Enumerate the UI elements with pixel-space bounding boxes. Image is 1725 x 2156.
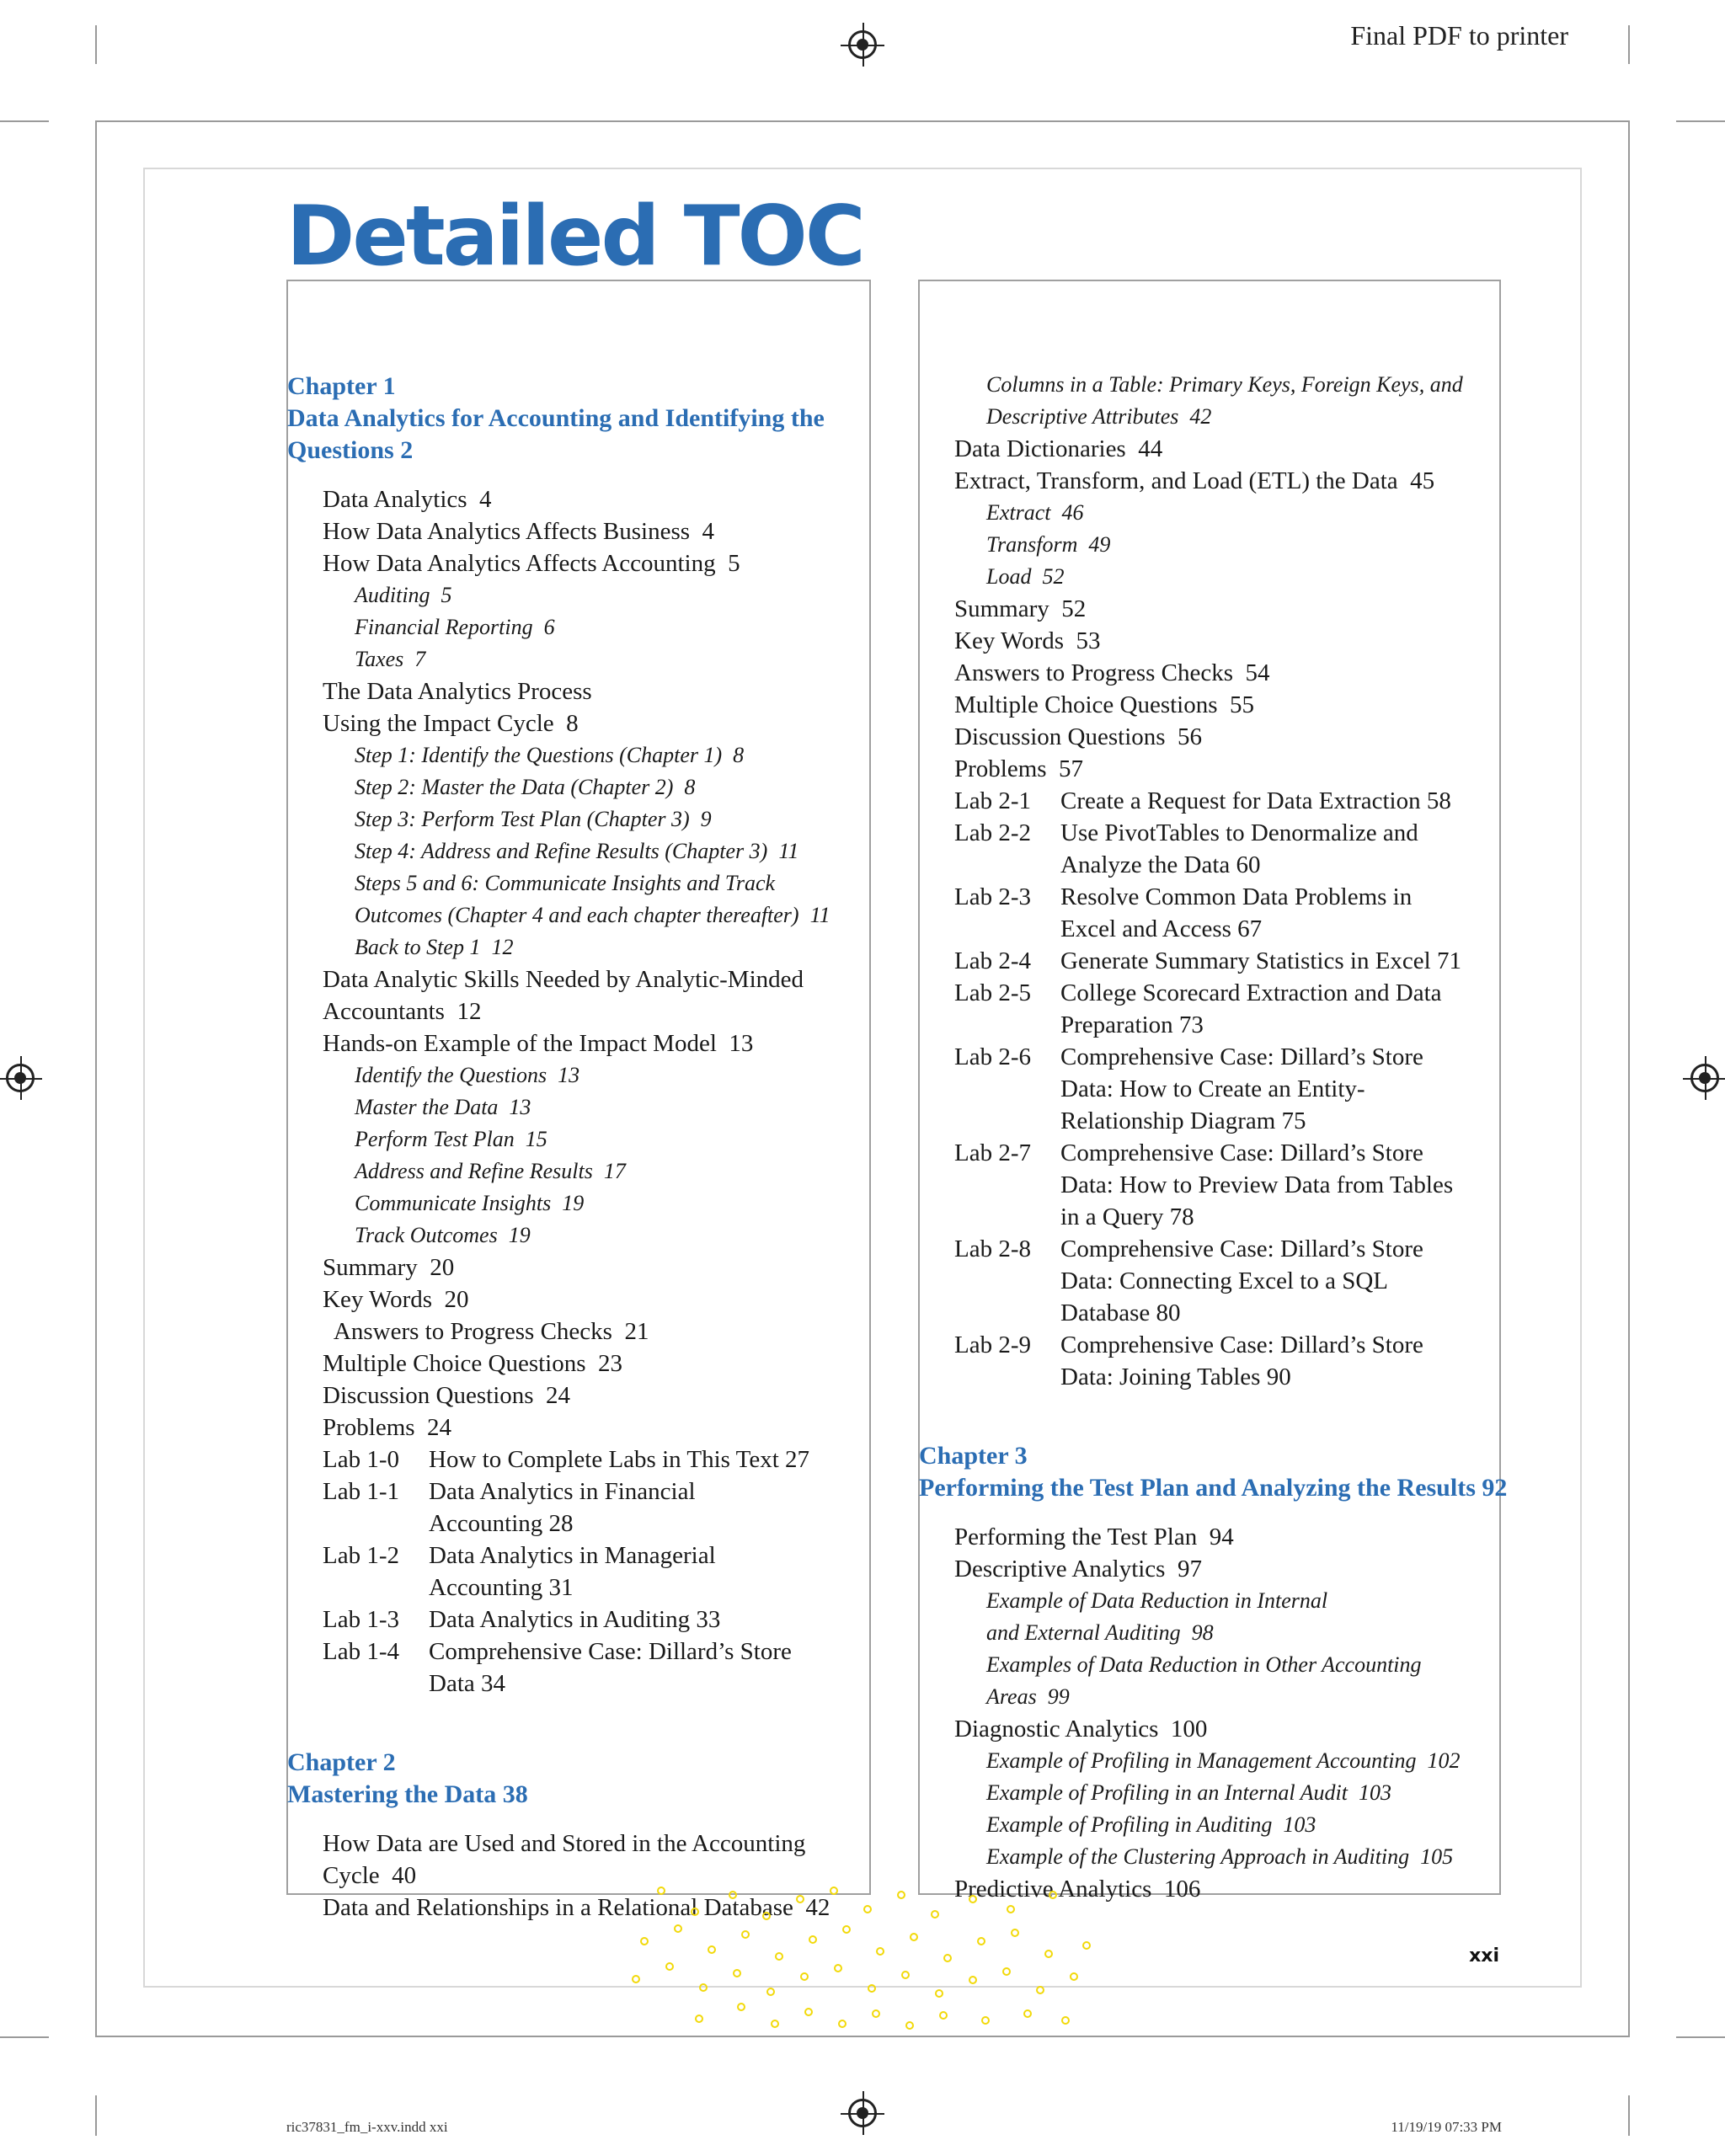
crop-mark <box>1676 120 1725 122</box>
toc-subentry: and External Auditing 98 <box>986 1620 1214 1645</box>
toc-subentry: Example of the Clustering Approach in Auditing 105 <box>986 1844 1454 1869</box>
toc-entry: Discussion Questions 24 <box>323 1382 571 1409</box>
toc-lab-entry <box>919 1329 1500 1361</box>
toc-entry: Hands-on Example of the Impact Model 13 <box>323 1030 754 1057</box>
decorative-dot <box>943 1954 952 1962</box>
lab-title: Comprehensive Case: Dillard’s Store <box>1060 1139 1423 1166</box>
toc-lab-entry <box>287 1604 868 1636</box>
decorative-dot <box>935 1989 943 1998</box>
decorative-dot <box>969 1895 977 1903</box>
toc-lab-continuation: Data: How to Preview Data from Tables <box>1060 1171 1454 1198</box>
spacer <box>919 1504 1500 1521</box>
lab-title: Data Analytics in Managerial <box>429 1542 716 1569</box>
lab-number: Lab 2-1 <box>954 787 1031 814</box>
toc-lab-entry <box>919 945 1500 977</box>
decorative-dot <box>809 1935 817 1944</box>
toc-subentry: Example of Profiling in Management Accounting 102 <box>986 1748 1461 1773</box>
toc-lab-continuation: Analyze the Data 60 <box>1060 851 1261 878</box>
decorative-dot <box>838 2020 846 2028</box>
crop-mark <box>1628 25 1630 64</box>
toc-entry: Extract, Transform, and Load (ETL) the Data 45 <box>954 467 1435 494</box>
lab-number: Lab 2-6 <box>954 1043 1031 1070</box>
decorative-dot <box>800 1972 809 1981</box>
lab-title: How to Complete Labs in This Text 27 <box>429 1446 810 1473</box>
decorative-dot <box>762 1912 771 1920</box>
toc-subentry: Columns in a Table: Primary Keys, Foreign Keys, and <box>986 372 1463 397</box>
spacer <box>287 1811 868 1828</box>
decorative-dot <box>931 1910 939 1919</box>
toc-lab-entry <box>919 881 1500 913</box>
toc-lab-entry <box>919 817 1500 849</box>
decorative-dot <box>1082 1941 1091 1950</box>
decorative-dot <box>1061 2016 1070 2025</box>
decorative-dot <box>969 1976 977 1984</box>
decorative-dot <box>872 2009 880 2018</box>
spacer <box>287 1700 868 1747</box>
toc-lab-entry <box>287 1636 868 1668</box>
toc-subentry: Extract 46 <box>986 500 1084 525</box>
chapter-heading: Performing the Test Plan and Analyzing the Results 92 <box>919 1474 1508 1502</box>
decorative-dot <box>1002 1967 1011 1976</box>
lab-title: Use PivotTables to Denormalize and <box>1060 819 1418 846</box>
lab-number: Lab 2-9 <box>954 1331 1031 1358</box>
crop-mark <box>1676 2036 1725 2038</box>
lab-number: Lab 2-5 <box>954 979 1031 1006</box>
decorative-dot <box>1023 2009 1032 2018</box>
toc-lab-entry <box>287 1540 868 1572</box>
toc-lab-continuation: Accounting 28 <box>429 1510 574 1537</box>
decorative-dot <box>632 1975 640 1983</box>
decorative-dot <box>1044 1950 1053 1958</box>
toc-lab-continuation: in a Query 78 <box>1060 1203 1194 1230</box>
decorative-dot <box>868 1984 876 1993</box>
toc-entry: Data Dictionaries 44 <box>954 435 1163 462</box>
toc-lab-entry <box>287 1444 868 1476</box>
spacer <box>287 467 868 483</box>
registration-mark-icon <box>848 2099 877 2127</box>
toc-lab-entry <box>919 1137 1500 1169</box>
chapter-heading: Questions 2 <box>287 436 414 464</box>
toc-entry: Problems 24 <box>323 1414 452 1441</box>
toc-subentry: Example of Profiling in an Internal Audit 103 <box>986 1780 1391 1805</box>
lab-title: Comprehensive Case: Dillard’s Store <box>429 1638 792 1665</box>
toc-entry: Summary 20 <box>323 1254 455 1281</box>
decorative-dot <box>977 1937 985 1945</box>
lab-title: Data Analytics in Financial <box>429 1478 696 1505</box>
crop-mark <box>95 25 97 64</box>
toc-subentry: Address and Refine Results 17 <box>355 1159 626 1183</box>
lab-title: Generate Summary Statistics in Excel 71 <box>1060 947 1461 974</box>
toc-entry: Predictive Analytics 106 <box>954 1876 1201 1903</box>
toc-entry: Multiple Choice Questions 23 <box>323 1350 623 1377</box>
decorative-dot <box>665 1962 674 1971</box>
lab-number: Lab 2-4 <box>954 947 1031 974</box>
toc-entry: Summary 52 <box>954 595 1087 622</box>
decorative-dot <box>939 2011 948 2020</box>
crop-mark <box>0 120 49 122</box>
lab-title: Create a Request for Data Extraction 58 <box>1060 787 1451 814</box>
lab-number: Lab 2-2 <box>954 819 1031 846</box>
toc-lab-entry <box>919 1233 1500 1265</box>
decorative-dot <box>775 1952 783 1961</box>
toc-entry: Accountants 12 <box>323 998 482 1025</box>
decorative-dot <box>741 1930 750 1939</box>
toc-subentry: Taxes 7 <box>355 647 426 671</box>
toc-entry: Answers to Progress Checks 54 <box>954 659 1270 686</box>
toc-entry: Data Analytic Skills Needed by Analytic-Minded <box>323 966 804 993</box>
decorative-dot <box>771 2020 779 2028</box>
lab-title: College Scorecard Extraction and Data <box>1060 979 1442 1006</box>
decorative-dot <box>901 1971 910 1979</box>
toc-lab-continuation: Data 34 <box>429 1670 505 1697</box>
crop-mark <box>95 2095 97 2136</box>
toc-entry: Key Words 20 <box>323 1286 469 1313</box>
decorative-dot <box>1049 1891 1057 1899</box>
toc-subentry: Track Outcomes 19 <box>355 1223 531 1247</box>
chapter-heading: Chapter 1 <box>287 372 396 400</box>
decorative-dot <box>796 1895 804 1903</box>
decorative-dot <box>804 2008 813 2016</box>
toc-entry: Answers to Progress Checks 21 <box>323 1318 649 1345</box>
decorative-dot <box>834 1964 842 1972</box>
toc-lab-continuation: Accounting 31 <box>429 1574 574 1601</box>
toc-subentry: Step 4: Address and Refine Results (Chapter 3) 11 <box>355 839 799 863</box>
toc-entry: How Data Analytics Affects Accounting 5 <box>323 550 740 577</box>
chapter-heading: Chapter 2 <box>287 1748 396 1776</box>
decorative-dot <box>695 2015 703 2023</box>
header-note: Final PDF to printer <box>1350 20 1568 51</box>
toc-left-column <box>287 371 868 1924</box>
chapter-heading: Mastering the Data 38 <box>287 1780 528 1808</box>
toc-entry: Using the Impact Cycle 8 <box>323 710 579 737</box>
toc-subentry: Perform Test Plan 15 <box>355 1127 547 1151</box>
chapter-heading: Data Analytics for Accounting and Identifying the <box>287 404 825 432</box>
page-number: xxi <box>1469 1945 1499 1967</box>
toc-lab-continuation: Database 80 <box>1060 1299 1181 1326</box>
decorative-dot <box>905 2021 914 2030</box>
lab-number: Lab 1-3 <box>323 1606 399 1633</box>
registration-mark-icon <box>1690 1064 1719 1092</box>
lab-title: Data Analytics in Auditing 33 <box>429 1606 721 1633</box>
decorative-dot <box>910 1933 918 1941</box>
decorative-dot <box>737 2003 745 2011</box>
toc-entry: Discussion Questions 56 <box>954 723 1203 750</box>
decorative-dot <box>1070 1972 1078 1981</box>
toc-subentry: Transform 49 <box>986 532 1111 557</box>
lab-title: Resolve Common Data Problems in <box>1060 883 1413 910</box>
toc-subentry: Outcomes (Chapter 4 and each chapter thereafter) 11 <box>355 903 830 927</box>
toc-subentry: Auditing 5 <box>355 583 452 607</box>
decorative-dot <box>897 1891 905 1899</box>
decorative-dot <box>674 1924 682 1933</box>
toc-lab-entry <box>919 785 1500 817</box>
toc-subentry: Load 52 <box>986 564 1065 589</box>
lab-number: Lab 1-0 <box>323 1446 399 1473</box>
decorative-dot <box>842 1925 851 1934</box>
toc-subentry: Example of Profiling in Auditing 103 <box>986 1812 1316 1837</box>
crop-mark <box>1628 2095 1630 2136</box>
spacer <box>919 1393 1500 1440</box>
toc-entry: Descriptive Analytics 97 <box>954 1556 1202 1582</box>
registration-mark-icon <box>848 30 877 59</box>
lab-title: Comprehensive Case: Dillard’s Store <box>1060 1331 1423 1358</box>
toc-lab-continuation: Data: Connecting Excel to a SQL <box>1060 1267 1388 1294</box>
toc-subentry: Communicate Insights 19 <box>355 1191 585 1215</box>
chapter-heading: Chapter 3 <box>919 1442 1028 1470</box>
toc-entry: Problems 57 <box>954 755 1084 782</box>
toc-entry: How Data Analytics Affects Business 4 <box>323 518 715 545</box>
toc-subentry: Identify the Questions 13 <box>355 1063 580 1087</box>
toc-entry: Diagnostic Analytics 100 <box>954 1716 1208 1742</box>
decorative-dot <box>1011 1929 1019 1937</box>
decorative-dot <box>699 1983 708 1992</box>
toc-subentry: Steps 5 and 6: Communicate Insights and Track <box>355 871 776 895</box>
decorative-dot <box>691 1908 699 1916</box>
decorative-dot <box>830 1886 838 1895</box>
toc-subentry: Step 1: Identify the Questions (Chapter 1) 8 <box>355 743 745 767</box>
toc-lab-entry <box>287 1476 868 1508</box>
lab-title: Comprehensive Case: Dillard’s Store <box>1060 1235 1423 1262</box>
lab-number: Lab 2-3 <box>954 883 1031 910</box>
decorative-dot <box>766 1988 775 1996</box>
toc-entry: Multiple Choice Questions 55 <box>954 691 1255 718</box>
toc-lab-continuation: Data: How to Create an Entity- <box>1060 1075 1365 1102</box>
lab-number: Lab 1-1 <box>323 1478 399 1505</box>
toc-entry: Performing the Test Plan 94 <box>954 1524 1234 1550</box>
decorative-dot <box>708 1945 716 1954</box>
footer-file-info: ric37831_fm_i-xxv.indd xxi <box>286 2119 448 2135</box>
lab-number: Lab 2-8 <box>954 1235 1031 1262</box>
toc-subentry: Step 3: Perform Test Plan (Chapter 3) 9 <box>355 807 712 831</box>
decorative-dot <box>1036 1986 1044 1994</box>
toc-subentry: Financial Reporting 6 <box>355 615 555 639</box>
lab-number: Lab 1-2 <box>323 1542 399 1569</box>
toc-lab-entry <box>919 1041 1500 1073</box>
toc-subentry: Master the Data 13 <box>355 1095 531 1119</box>
toc-right-column <box>919 369 1508 1905</box>
toc-subentry: Step 2: Master the Data (Chapter 2) 8 <box>355 775 696 799</box>
toc-lab-continuation: Excel and Access 67 <box>1060 915 1263 942</box>
decorative-dot <box>657 1886 665 1895</box>
lab-number: Lab 1-4 <box>323 1638 399 1665</box>
decorative-dot <box>876 1947 884 1956</box>
toc-subentry: Examples of Data Reduction in Other Accounting <box>986 1652 1422 1677</box>
crop-mark <box>0 2036 49 2038</box>
decorative-dot <box>729 1891 737 1899</box>
lab-number: Lab 2-7 <box>954 1139 1031 1166</box>
registration-mark-icon <box>6 1064 35 1092</box>
toc-entry: Data and Relationships in a Relational Database 42 <box>323 1894 830 1921</box>
decorative-dot <box>733 1969 741 1977</box>
decorative-dot <box>981 2016 990 2025</box>
toc-lab-continuation: Preparation 73 <box>1060 1011 1204 1038</box>
toc-lab-continuation: Data: Joining Tables 90 <box>1060 1364 1291 1390</box>
toc-entry: Data Analytics 4 <box>323 486 492 513</box>
toc-subentry: Example of Data Reduction in Internal <box>986 1588 1328 1613</box>
toc-entry: The Data Analytics Process <box>323 678 592 705</box>
footer-timestamp: 11/19/19 07:33 PM <box>1391 2119 1502 2135</box>
page-title: Detailed TOC <box>286 189 863 285</box>
decorative-dot <box>863 1905 872 1913</box>
lab-title: Comprehensive Case: Dillard’s Store <box>1060 1043 1423 1070</box>
decorative-dot <box>640 1937 649 1945</box>
toc-subentry: Back to Step 1 12 <box>355 935 514 959</box>
toc-subentry: Areas 99 <box>986 1684 1070 1709</box>
toc-entry: Cycle 40 <box>323 1862 417 1889</box>
toc-lab-entry <box>919 977 1500 1009</box>
toc-lab-continuation: Relationship Diagram 75 <box>1060 1107 1306 1134</box>
toc-entry: How Data are Used and Stored in the Accounting <box>323 1830 806 1857</box>
toc-entry: Key Words 53 <box>954 627 1101 654</box>
decorative-dot <box>1007 1905 1015 1913</box>
toc-subentry: Descriptive Attributes 42 <box>986 404 1212 429</box>
